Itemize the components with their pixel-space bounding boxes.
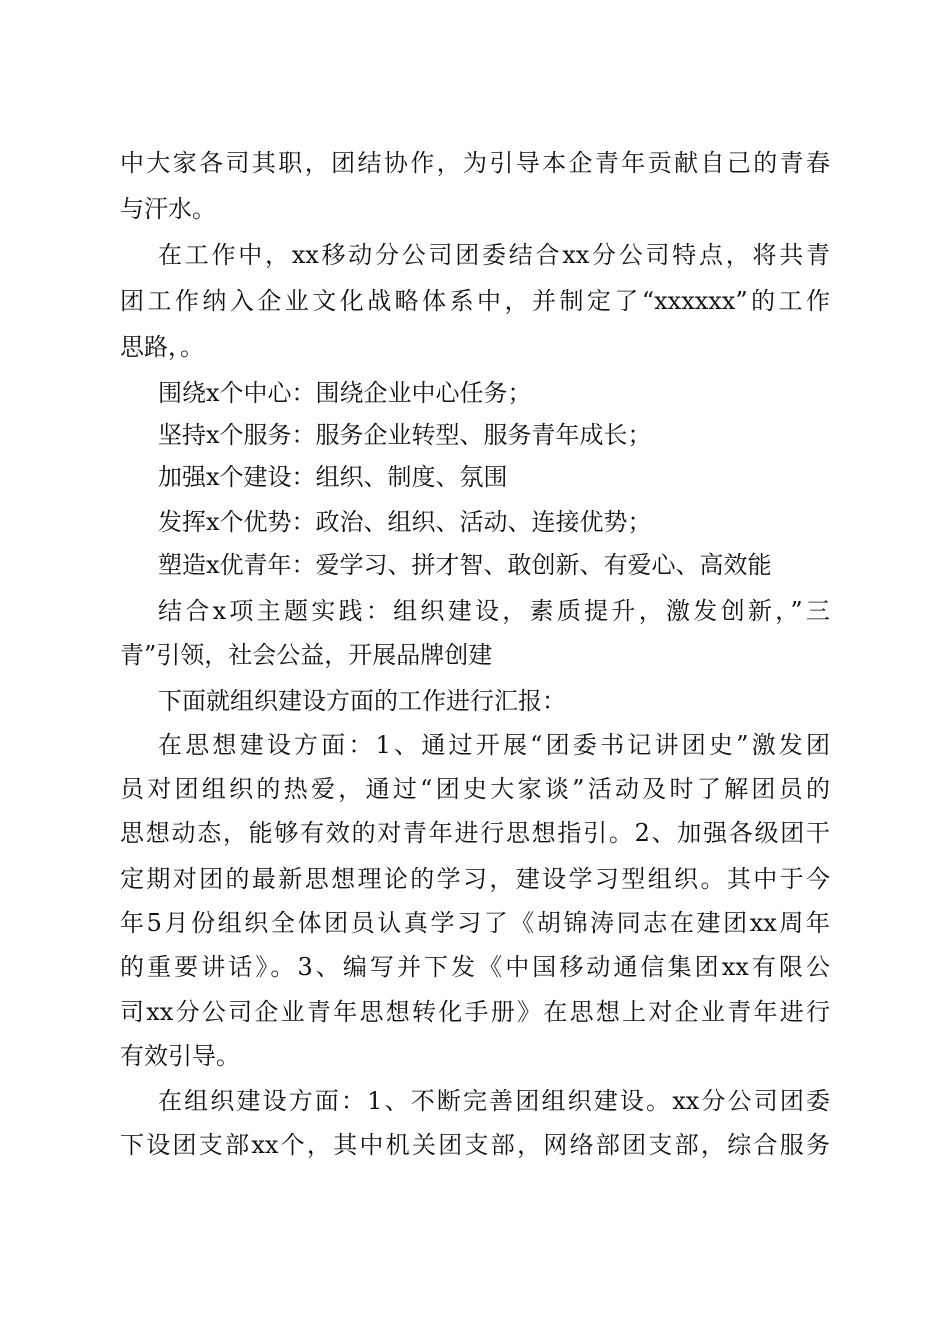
text-line: 思想动态，能够有效的对青年进行思想指引。2、加强各级团干 [120, 819, 830, 847]
text-line: 发挥x个优势：政治、组织、活动、连接优势； [158, 508, 652, 536]
text-line: 员对团组织的热爱，通过“团史大家谈”活动及时了解团员的 [120, 775, 830, 803]
text-line: 塑造x优青年：爱学习、拼才智、敢创新、有爱心、高效能 [158, 551, 772, 579]
text-line: 加强x个建设：组织、制度、氛围 [158, 463, 508, 491]
text-line: 中大家各司其职，团结协作，为引导本企青年贡献自己的青春 [120, 149, 830, 177]
text-line: 青”引领，社会公益，开展品牌创建 [120, 641, 493, 669]
text-line: 下设团支部xx个，其中机关团支部，网络部团支部，综合服务 [120, 1131, 830, 1159]
text-line: 思路，。 [120, 333, 204, 361]
text-line: 与汗水。 [120, 195, 216, 223]
text-line: 围绕x个中心：围绕企业中心任务； [158, 379, 532, 407]
text-line: 在组织建设方面：1、不断完善团组织建设。xx分公司团委 [158, 1087, 830, 1115]
text-line: 司xx分公司企业青年思想转化手册》在思想上对企业青年进行 [120, 998, 830, 1026]
text-line: 坚持x个服务：服务企业转型、服务青年成长； [158, 421, 652, 449]
text-line: 的重要讲话》。3、编写并下发《中国移动通信集团xx有限公 [120, 953, 830, 981]
text-line: 年5月份组织全体团员认真学习了《胡锦涛同志在建团xx周年 [120, 909, 830, 937]
text-line: 在工作中，xx移动分公司团委结合xx分公司特点，将共青 [158, 241, 830, 269]
text-line: 结合x项主题实践：组织建设，素质提升，激发创新，”三 [158, 597, 830, 625]
text-line: 有效引导。 [120, 1042, 240, 1070]
text-line: 下面就组织建设方面的工作进行汇报： [158, 687, 566, 715]
text-line: 定期对团的最新思想理论的学习，建设学习型组织。其中于今 [120, 865, 830, 893]
text-line: 在思想建设方面：1、通过开展“团委书记讲团史”激发团 [158, 731, 830, 759]
text-line: 团工作纳入企业文化战略体系中，并制定了“xxxxxx”的工作 [120, 287, 830, 315]
